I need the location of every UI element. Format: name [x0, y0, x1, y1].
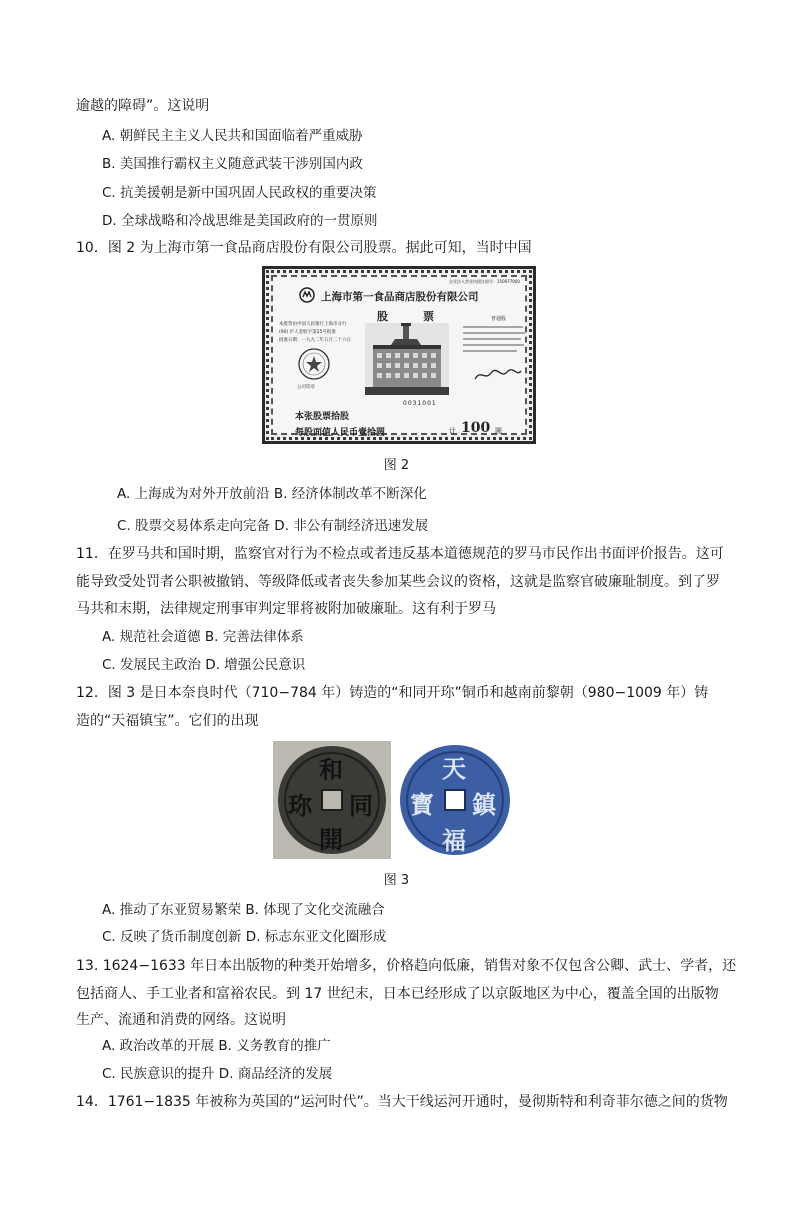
- company-seal-icon: [297, 347, 331, 381]
- store-building-illustration: [365, 323, 449, 395]
- q9-option-a: A. 朝鲜民主主义人民共和国面临着严重威胁: [102, 128, 363, 144]
- coin-left-char-top: 和: [319, 755, 343, 784]
- coin-left-char-left: 珎: [288, 791, 312, 820]
- q13-options-cd: C. 民族意识的提升 D. 商品经济的发展: [102, 1066, 333, 1082]
- q11-options-ab: A. 规范社会道德 B. 完善法律体系: [102, 629, 304, 645]
- q9-option-c: C. 抗美援朝是新中国巩固人民政权的重要决策: [102, 185, 377, 201]
- q9-option-b: B. 美国推行霸权主义随意武装干涉别国内政: [102, 156, 363, 172]
- certificate-total-prefix: 计: [449, 427, 456, 435]
- certificate-fine-print: [463, 323, 527, 363]
- q13-stem-line-3: 生产、流通和消费的网络。这说明: [76, 1012, 286, 1028]
- certificate-title-right: 票: [423, 310, 434, 323]
- company-logo-icon: [299, 287, 315, 303]
- certificate-kind: 普通股: [491, 316, 507, 322]
- certificate-seal-label: 公司印章: [297, 385, 315, 390]
- wadokaichin-coin-photo: [273, 741, 391, 859]
- q10-options-ab: A. 上海成为对外开放前沿 B. 经济体制改革不断深化: [117, 486, 427, 502]
- certificate-note-3: 批准日期：一九九二年五月二十六日: [279, 338, 351, 343]
- certificate-body: [271, 275, 527, 438]
- q13-stem-line-2: 包括商人、手工业者和富裕农民。到 17 世纪末，日本已经形成了以京阪地区为中心，覆盖全国的出版物: [76, 986, 719, 1002]
- q11-options-cd: C. 发展民主政治 D. 增强公民意识: [102, 657, 306, 673]
- q11-stem-line-2: 能导致受处罚者公职被撤销、等级降低或者丧失参加某些会议的资格，这就是监察官破廉耻制度。到了罗: [76, 574, 720, 590]
- coin-left-char-right: 同: [349, 791, 373, 820]
- certificate-title-left: 股: [377, 310, 388, 323]
- q12-options-ab: A. 推动了东亚贸易繁荣 B. 体现了文化交流融合: [102, 902, 385, 918]
- q12-stem-line-2: 造的“天福镇宝”。它们的出现: [76, 713, 259, 729]
- certificate-note-1: 本股票由中国人民银行上海市分行: [279, 322, 347, 327]
- coin-right-char-left: 寳: [410, 790, 434, 819]
- coin-right-char-right: 鎮: [472, 790, 496, 819]
- stock-certificate-figure: [262, 266, 536, 444]
- q10-stem: 10．图 2 为上海市第一食品商店股份有限公司股票。据此可知，当时中国: [76, 240, 532, 256]
- q13-options-ab: A. 政治改革的开展 B. 义务教育的推广: [102, 1038, 331, 1054]
- certificate-par-value: 每股面值人民币壹拾圆: [295, 428, 386, 438]
- coin-left-char-bottom: 開: [319, 825, 343, 854]
- q9-option-d: D. 全球战略和冷战思维是美国政府的一贯原则: [102, 213, 378, 229]
- q13-stem-line-1: 13. 1624−1633 年日本出版物的种类开始增多，价格趋向低廉，销售对象不仅包含公卿、武士、学者，还: [76, 958, 737, 974]
- coin-right-char-bottom: 福: [442, 826, 466, 855]
- certificate-shares: 本张股票拾股: [295, 412, 350, 422]
- thienphuc-coin-photo: [392, 741, 518, 859]
- q12-options-cd: C. 反映了货币制度创新 D. 标志东亚文化圈形成: [102, 929, 387, 945]
- coin-right-char-top: 天: [442, 754, 466, 783]
- certificate-company-name: 上海市第一食品商店股份有限公司: [321, 291, 479, 303]
- figure-2-caption: 图 2: [383, 458, 410, 473]
- q11-stem-line-3: 马共和末期，法律规定刑事审判定罪将被附加破廉耻。这有利于罗马: [76, 601, 496, 617]
- q14-stem: 14．1761−1835 年被称为英国的“运河时代”。当大干线运河开通时，曼彻斯特和利奇菲尔德之间的货物: [76, 1094, 728, 1110]
- certificate-note-2: (90) 沪人金股字第25号批准: [279, 330, 336, 335]
- q11-stem-line-1: 11．在罗马共和国时期，监察官对行为不检点或者违反基本道德规范的罗马市民作出书面评价报告。这可: [76, 546, 724, 562]
- certificate-total-value: 100: [461, 420, 491, 436]
- certificate-registration: 企业法人营业执照注册号：150077900: [449, 279, 520, 284]
- director-signature: [473, 367, 523, 383]
- q10-options-cd: C. 股票交易体系走向完备 D. 非公有制经济迅速发展: [117, 518, 429, 534]
- certificate-serial: 0031001: [403, 400, 437, 407]
- q9-stem-tail: 逾越的障碍”。这说明: [76, 98, 210, 114]
- certificate-total-unit: 圆: [495, 427, 502, 435]
- q12-stem-line-1: 12．图 3 是日本奈良时代（710−784 年）铸造的“和同开珎”铜币和越南前黎朝（980−1009 年）铸: [76, 685, 709, 701]
- figure-3-caption: 图 3: [383, 873, 410, 888]
